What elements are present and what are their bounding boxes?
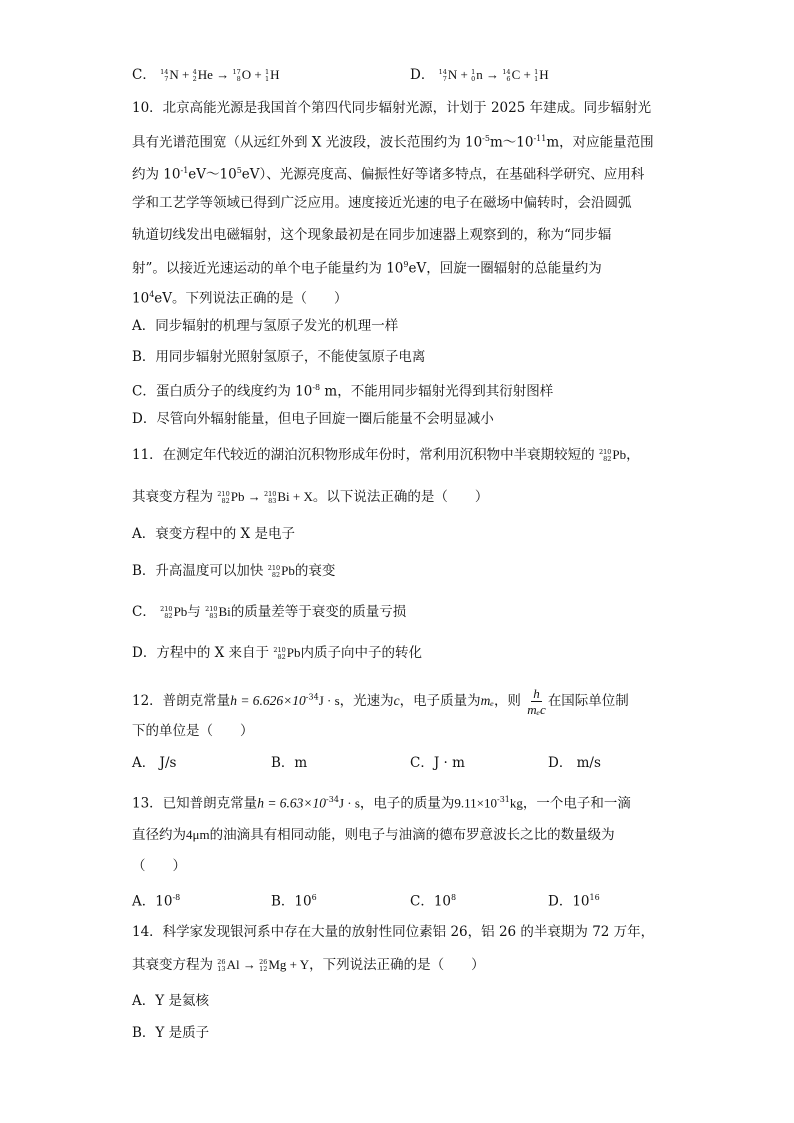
q12-option-b: B．m (271, 755, 308, 771)
q10-option-b: B．用同步辐射光照射氢原子，不能使氢原子电离 (132, 349, 426, 365)
q10-option-a: A．同步辐射的机理与氢原子发光的机理一样 (132, 318, 399, 334)
q13-option-c: C．$10^8$ (410, 893, 457, 910)
q14-line-2: 其衰变方程为 26 13 Al → 26 12 Mg + Y，下列说法正确的是（ ） (132, 957, 485, 973)
q12-option-a: A． J/s (132, 755, 177, 771)
q10-line-4: 学和工艺学等领域已得到广泛应用。速度接近光速的电子在磁场中偏转时，会沿圆弧 (132, 195, 632, 211)
q12-option-d: D． m/s (548, 755, 601, 771)
q12-line-1: 12．普朗克常量$h = 6.626\times 10^{-34}J \cdot s$，光速为c，电子质量为mₑ，则 $\frac{h}{\text{mₑc}}$ 在国际单位制 (132, 686, 629, 717)
q10-option-c: C．蛋白质分子的线度约为 $10^{-8}$ m，不能用同步辐射光得到其衍射图样 (132, 383, 554, 400)
q13-option-b: B．$10^6$ (271, 893, 317, 910)
q12-line-2: 下的单位是（ ） (132, 723, 254, 739)
q14-option-a: A．Y 是氦核 (132, 993, 209, 1009)
q13-option-a: A．$10^{-8}$ (132, 893, 181, 910)
q11-option-a: A．衰变方程中的 X 是电子 (132, 526, 295, 542)
q14-line-1: 14．科学家发现银河系中存在大量的放射性同位素铝 26，铝 26 的半衰期为 72 万年， (132, 924, 655, 940)
q10-line-1: 10．北京高能光源是我国首个第四代同步辐射光源，计划于 2025 年建成。同步辐射光 (132, 100, 652, 116)
q10-line-7: $10^4eV$。下列说法正确的是（ ） (132, 290, 348, 307)
q12-option-c: C．J · m (410, 755, 465, 771)
q9-option-c: C． 14 7 N + 4 2 He → 17 8 O + 1 1 H (132, 67, 280, 83)
q13-line-1: 13．已知普朗克常量$h = 6.63\times 10^{-34}J \cdot s$，电子的质量为$9.11\times 10^{-31}kg$，一个电子和一滴 (132, 795, 631, 812)
q11-option-b: B．升高温度可以加快 210 82 Pb的衰变 (132, 563, 336, 579)
q10-line-6: 射”。以接近光速运动的单个电子能量约为 $10^9eV$，回旋一圈辐射的总能量约为 (132, 260, 602, 277)
q13-option-d: D．$10^{16}$ (548, 893, 600, 910)
q10-line-5: 轨道切线发出电磁辐射，这个现象最初是在同步加速器上观察到的，称为“同步辐 (132, 227, 612, 243)
q11-option-d: D．方程中的 X 来自于 210 82 Pb内质子向中子的转化 (132, 645, 422, 661)
q11-option-c: C． 210 82 Pb与 210 83 Bi的质量差等于衰变的质量亏损 (132, 604, 407, 620)
q10-line-2: 具有光谱范围宽（从远红外到 X 光波段，波长范围约为 $10^{-5}m\sim 10^{-11}m$，对应能量范围 (132, 134, 654, 151)
q14-option-b: B．Y 是质子 (132, 1025, 210, 1041)
q11-line-2: 其衰变方程为 210 82 Pb → 210 83 Bi + X。以下说法正确的是（ ） (132, 489, 489, 505)
q13-line-2: 直径约为4μm的油滴具有相同动能，则电子与油滴的德布罗意波长之比的数量级为 (132, 827, 615, 843)
h-over-mc-fraction: $\frac{h}{\text{mₑc}}$ (527, 686, 546, 717)
q10-line-3: 约为 $10^{-1}eV\sim 10^5eV$）、光源亮度高、偏振性好等诸多特点，在基础科学研究、应用科 (132, 166, 645, 183)
q11-line-1: 11．在测定年代较近的湖泊沉积物形成年份时，常利用沉积物中半衰期较短的 210 82 Pb， (132, 447, 640, 463)
q9-option-d: D． 14 7 N + 1 0 n → 14 6 C + 1 1 H (410, 67, 549, 83)
q13-line-3: （ ） (132, 858, 186, 874)
q10-option-d: D．尽管向外辐射能量，但电子回旋一圈后能量不会明显减小 (132, 411, 494, 427)
